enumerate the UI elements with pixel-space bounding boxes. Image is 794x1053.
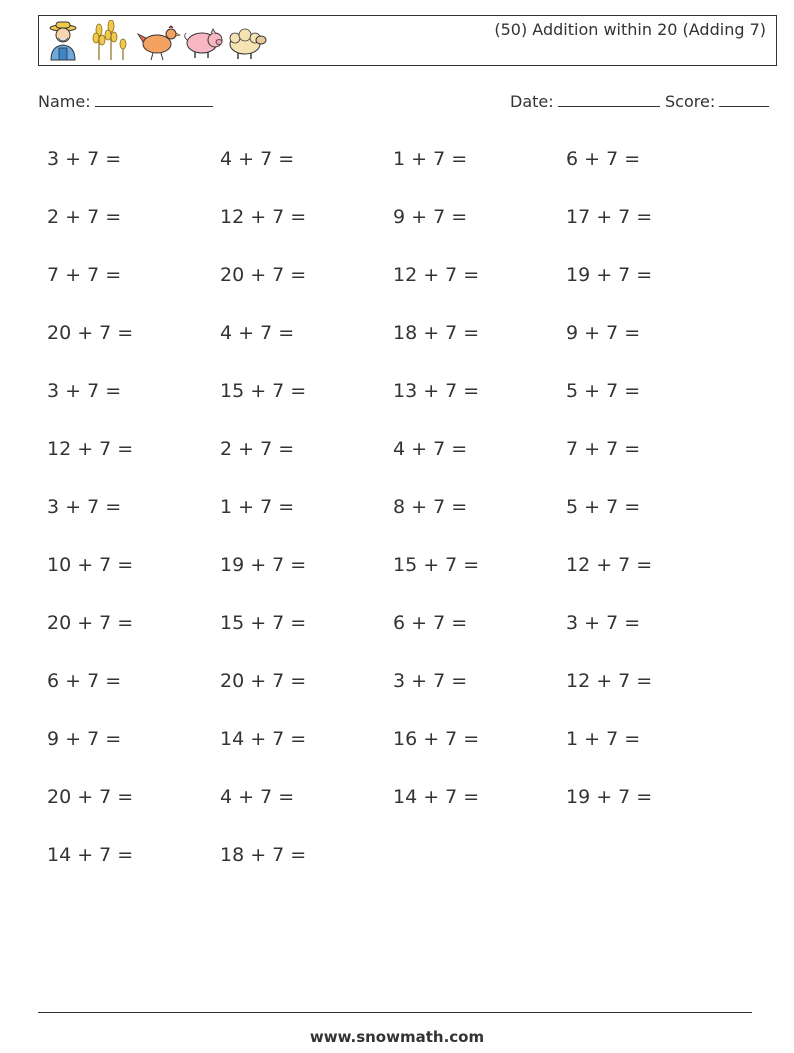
- problem-item: 1 + 7 =: [220, 496, 295, 518]
- name-blank[interactable]: [95, 92, 213, 107]
- problem-item: 10 + 7 =: [47, 554, 134, 576]
- problem-item: 8 + 7 =: [393, 496, 468, 518]
- problem-item: 5 + 7 =: [566, 380, 641, 402]
- problem-item: 4 + 7 =: [220, 786, 295, 808]
- date-label: Date:: [510, 92, 554, 111]
- score-blank[interactable]: [719, 92, 769, 107]
- pig-icon: [183, 20, 225, 62]
- problem-item: 9 + 7 =: [47, 728, 122, 750]
- problem-item: 18 + 7 =: [393, 322, 480, 344]
- problem-item: 3 + 7 =: [393, 670, 468, 692]
- problem-item: 5 + 7 =: [566, 496, 641, 518]
- problem-item: 6 + 7 =: [566, 148, 641, 170]
- date-field: [510, 92, 660, 111]
- problem-item: 20 + 7 =: [47, 612, 134, 634]
- problem-item: 15 + 7 =: [220, 380, 307, 402]
- problem-item: 3 + 7 =: [566, 612, 641, 634]
- problem-item: 12 + 7 =: [220, 206, 307, 228]
- footer-rule: [38, 1012, 752, 1013]
- problem-item: 14 + 7 =: [220, 728, 307, 750]
- problem-item: 20 + 7 =: [47, 322, 134, 344]
- sheep-icon: [227, 20, 269, 62]
- problem-item: 14 + 7 =: [393, 786, 480, 808]
- problem-item: 18 + 7 =: [220, 844, 307, 866]
- problem-item: 12 + 7 =: [566, 554, 653, 576]
- date-blank[interactable]: [558, 92, 660, 107]
- problem-item: 20 + 7 =: [220, 670, 307, 692]
- problem-item: 19 + 7 =: [566, 264, 653, 286]
- score-label: Score:: [665, 92, 716, 111]
- problem-item: 9 + 7 =: [393, 206, 468, 228]
- farmer-icon: [45, 20, 81, 62]
- problem-item: 2 + 7 =: [47, 206, 122, 228]
- problem-item: 16 + 7 =: [393, 728, 480, 750]
- problem-item: 12 + 7 =: [393, 264, 480, 286]
- problem-item: 4 + 7 =: [393, 438, 468, 460]
- problem-item: 14 + 7 =: [47, 844, 134, 866]
- problem-item: 19 + 7 =: [220, 554, 307, 576]
- problem-item: 4 + 7 =: [220, 322, 295, 344]
- hen-icon: [137, 20, 181, 62]
- name-label: Name:: [38, 92, 91, 111]
- problem-item: 6 + 7 =: [47, 670, 122, 692]
- problem-item: 12 + 7 =: [566, 670, 653, 692]
- problem-item: 3 + 7 =: [47, 380, 122, 402]
- problem-item: 15 + 7 =: [220, 612, 307, 634]
- problem-item: 15 + 7 =: [393, 554, 480, 576]
- problem-item: 9 + 7 =: [566, 322, 641, 344]
- footer-url: www.snowmath.com: [309, 1028, 485, 1046]
- problem-item: 6 + 7 =: [393, 612, 468, 634]
- problem-item: 19 + 7 =: [566, 786, 653, 808]
- problem-item: 20 + 7 =: [220, 264, 307, 286]
- worksheet-title: (50) Addition within 20 (Adding 7): [494, 20, 766, 39]
- problem-item: 1 + 7 =: [566, 728, 641, 750]
- problem-item: 13 + 7 =: [393, 380, 480, 402]
- score-field: [665, 92, 769, 111]
- problem-item: 3 + 7 =: [47, 496, 122, 518]
- problem-item: 17 + 7 =: [566, 206, 653, 228]
- name-field: [38, 92, 213, 111]
- problem-item: 1 + 7 =: [393, 148, 468, 170]
- problem-item: 7 + 7 =: [566, 438, 641, 460]
- problem-item: 4 + 7 =: [220, 148, 295, 170]
- problem-item: 3 + 7 =: [47, 148, 122, 170]
- worksheet-header: [38, 15, 777, 66]
- problem-item: 20 + 7 =: [47, 786, 134, 808]
- problem-item: 12 + 7 =: [47, 438, 134, 460]
- problem-item: 2 + 7 =: [220, 438, 295, 460]
- problem-item: 7 + 7 =: [47, 264, 122, 286]
- wheat-icon: [87, 20, 131, 62]
